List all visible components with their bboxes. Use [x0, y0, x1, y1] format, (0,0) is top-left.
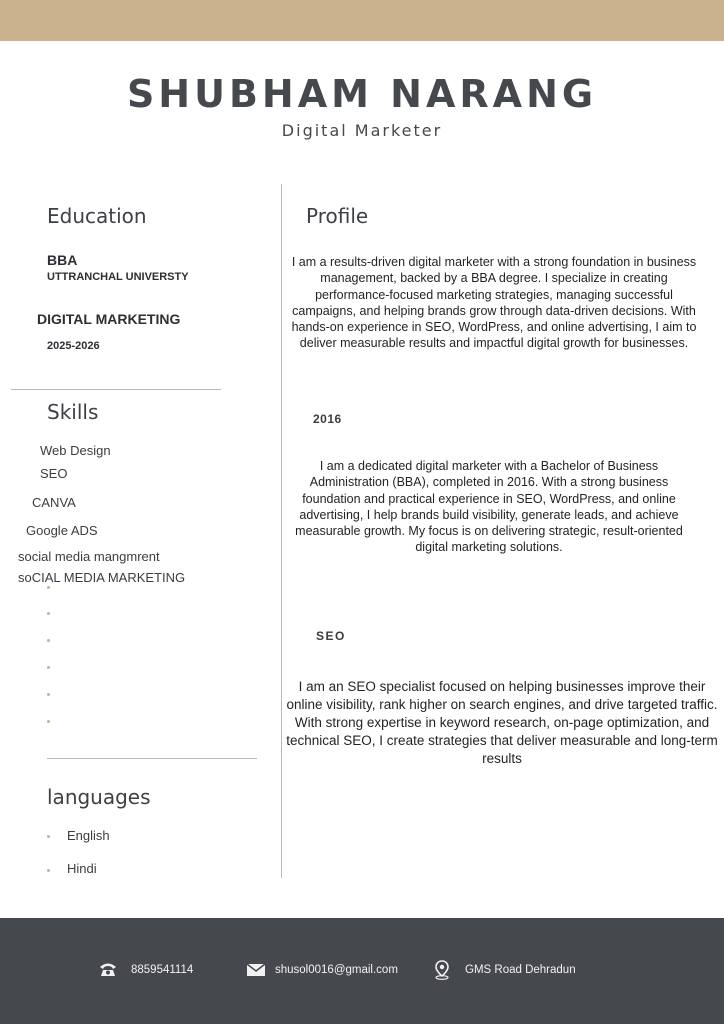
phone-number[interactable]: 8859541114	[131, 964, 194, 976]
skill-item: CANVA	[32, 495, 76, 510]
bullet-dot-icon	[47, 693, 50, 696]
bullet-dot-icon	[47, 666, 50, 669]
education-course: DIGITAL MARKETING	[37, 311, 181, 327]
language-item: Hindi	[67, 861, 97, 876]
profile-title: Profile	[306, 204, 369, 228]
contact-footer	[0, 918, 724, 1024]
year-label: 2016	[313, 412, 342, 426]
bullet-dot-icon	[47, 639, 50, 642]
skill-item: SEO	[40, 466, 68, 481]
email-address[interactable]: shusol0016@gmail.com	[275, 964, 398, 976]
bullet-dot-icon	[47, 835, 50, 838]
education-title: Education	[47, 204, 147, 228]
education-degree: BBA	[47, 252, 78, 268]
year-description: I am a dedicated digital marketer with a Bachelor of Business Administration (BBA), completed in 2016. With a strong business foundation and practical experience in SEO, WordPress, and online advertising, I help brands build visibility, generate leads, and achieve measurable growth. My focus is on delivering strategic, result-oriented digital marketing solutions.	[295, 459, 683, 555]
skill-item: Web Design	[40, 443, 111, 458]
bullet-dot-icon	[47, 586, 50, 589]
education-institution: UTTRANCHAL UNIVERSTY	[47, 271, 189, 283]
skill-item: Google ADS	[26, 523, 98, 538]
phone-icon	[98, 961, 118, 977]
bullet-dot-icon	[47, 720, 50, 723]
seo-label: SEO	[316, 629, 346, 643]
skill-item: soCIAL MEDIA MARKETING	[18, 570, 186, 585]
bullet-dot-icon	[47, 612, 50, 615]
bullet-dot-icon	[47, 869, 50, 872]
candidate-role: Digital Marketer	[281, 121, 443, 140]
candidate-name: SHUBHAM NARANG	[126, 72, 598, 116]
seo-description: I am an SEO specialist focused on helping businesses improve their online visibility, rank higher on search engines, and drive targeted traffic. With strong expertise in keyword research, on-page optimization, and technical SEO, I create strategies that deliver measurable and long-term results	[286, 679, 718, 766]
location-icon	[433, 960, 451, 980]
languages-title: languages	[47, 785, 151, 809]
email-icon	[247, 964, 265, 976]
top-band	[0, 0, 724, 41]
education-years: 2025-2026	[47, 340, 100, 352]
skills-divider	[47, 758, 257, 759]
skill-item: social media mangmrent	[18, 549, 160, 564]
language-item: English	[67, 828, 110, 843]
education-divider	[11, 389, 221, 390]
skills-title: Skills	[47, 400, 99, 424]
profile-summary: I am a results-driven digital marketer with a strong foundation in business management, backed by a BBA degree. I specialize in creating performance-focused marketing strategies, managing successful campaigns, and helping brands grow through data-driven decisions. With hands-on experience in SEO, WordPress, and online advertising, I aim to deliver measurable results and impactful digital growth for businesses.	[291, 255, 697, 351]
address: GMS Road Dehradun	[465, 964, 576, 976]
